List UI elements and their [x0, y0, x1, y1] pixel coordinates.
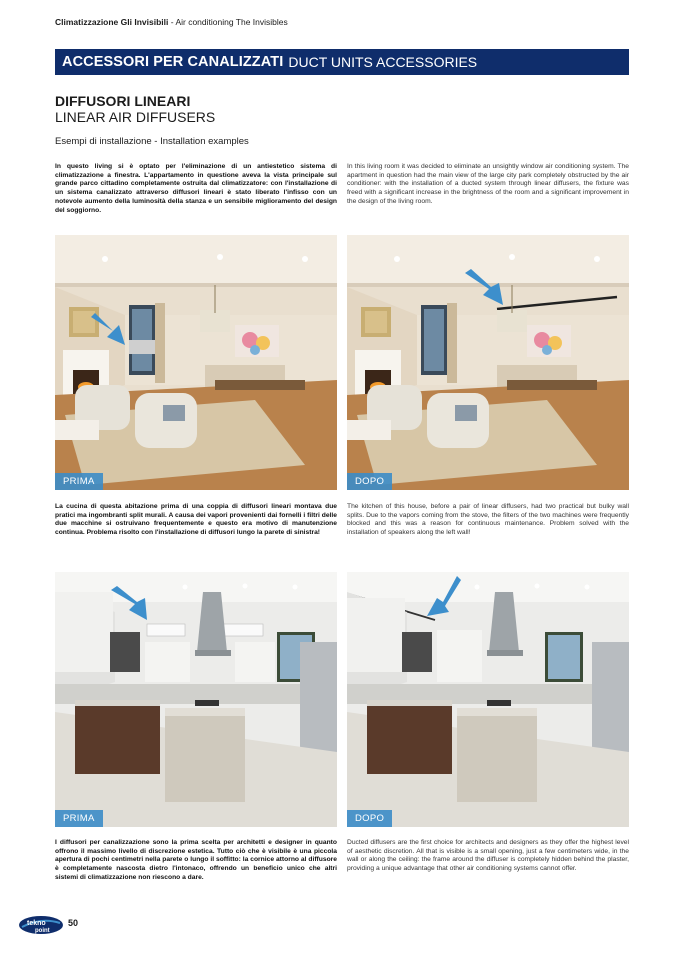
paragraph-living-it: In questo living si è optato per l'eliminazione di un antiestetico sistema di climatizzazione a finestra. L'appartamento in questione aveva la vista principale sul grande parco cittadino completamente ostruita dal climatizzatore: con l'installazione di un sistema canalizzato attraverso diffusori lineari è stato liberato l'infisso con un notevole aumento della luminosità della stanza e un sensibile miglioramento del design del soggiorno.: [55, 163, 337, 214]
photo-kitchen-after: [347, 572, 629, 827]
photo-living-after: [347, 235, 629, 490]
subtitle-it: Esempi di installazione: [55, 136, 152, 147]
subtitle-en: - Installation examples: [151, 136, 249, 147]
paragraph-kitchen-it: La cucina di questa abitazione prima di una coppia di diffusori lineari montava due pratici ma ingombranti split murali. A causa dei vapori provenienti dai fornelli i filtri delle due macchine si ostruivano frequentemente e questo era motivo di manutenzione continua. Problema risolto con l'installazione di diffusori lungo la parete di sinistra!: [55, 503, 337, 537]
banner-title-en: DUCT UNITS ACCESSORIES: [288, 54, 478, 70]
header-brand-en: - Air conditioning The Invisibles: [168, 17, 288, 27]
svg-text:point: point: [35, 928, 50, 934]
section-title-en: LINEAR AIR DIFFUSERS: [55, 109, 216, 125]
banner-title-it: ACCESSORI PER CANALIZZATI: [62, 54, 284, 70]
paragraph-kitchen-en: The kitchen of this house, before a pair of linear diffusers, had two practical but bulky wall splits. Due to the vapors coming from the stove, the filters of the two machines were frequently blocked and this was a reason for continuous maintenance. Problem solved with the installation of speakers along the left wall!: [347, 503, 629, 537]
tekno-point-logo: [18, 914, 64, 936]
photo-kitchen-before: [55, 572, 337, 827]
paragraph-diffusers-en: Ducted diffusers are the first choice for architects and designers as they offer the highest level of aesthetic discretion. All that is visible is a small opening, just a few centimeters wide, in the wall or along the ceiling: the frame around the diffuser is completely hidden behind the plaster, providing a unique advantage that other air conditioning systems cannot offer.: [347, 839, 629, 873]
section-subtitle: [55, 136, 249, 147]
page-number: 50: [68, 918, 79, 928]
section-title-it: DIFFUSORI LINEARI: [55, 93, 191, 109]
header-brand-it: Climatizzazione Gli Invisibili: [55, 17, 169, 27]
label-living-after: DOPO: [347, 473, 392, 490]
label-living-before: PRIMA: [55, 473, 103, 490]
paragraph-diffusers-it: I diffusori per canalizzazione sono la prima scelta per architetti e designer in quanto offrono il massimo livello di discrezione estetica. Tutto ciò che è visibile è una piccola apertura di pochi centimetri nella parete o lungo il soffitto: la cornice attorno al diffusore è completamente nascosta dietro l'intonaco, offrendo un beneficio unico che altri sistemi di climatizzazione non riescono a dare.: [55, 839, 337, 881]
section-banner: [55, 49, 629, 75]
label-kitchen-after: DOPO: [347, 810, 392, 827]
photo-living-before: [55, 235, 337, 490]
label-kitchen-before: PRIMA: [55, 810, 103, 827]
svg-text:tekno: tekno: [27, 920, 46, 927]
running-header: [55, 17, 288, 27]
paragraph-living-en: In this living room it was decided to eliminate an unsightly window air conditioning system. The apartment in question had the main view of the large city park completely obstructed by the air conditioner: with the installation of a ducted system through linear diffusers, the fixture was freed with a significant increase in the brightness of the room and a significant improvement in the design of the living room.: [347, 163, 629, 205]
